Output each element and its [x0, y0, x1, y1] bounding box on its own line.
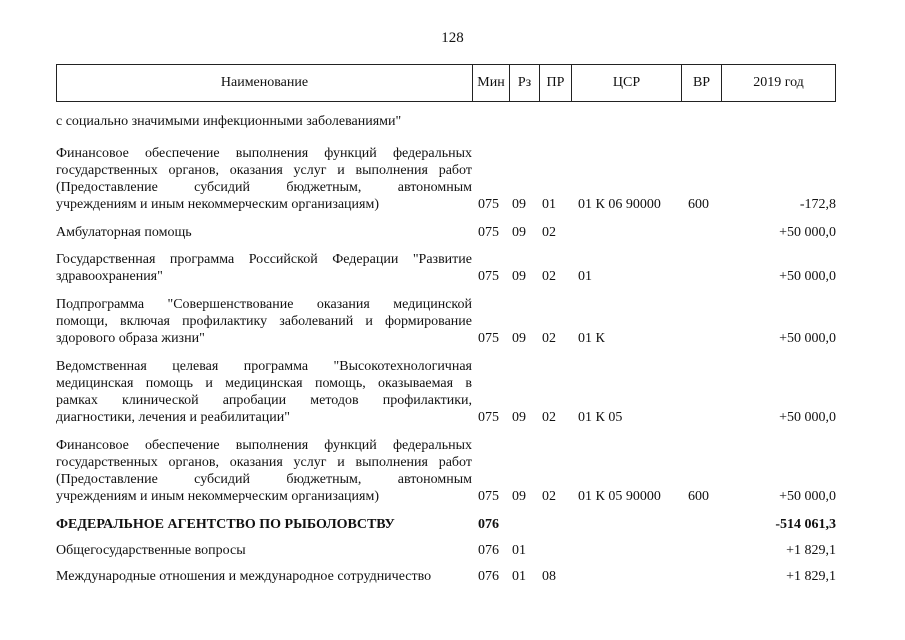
row-min: 075: [478, 331, 499, 346]
table-row: [56, 113, 836, 130]
row-min: 075: [478, 197, 499, 212]
row-name-line: учреждениям и иным некоммерческим организациям): [56, 489, 380, 504]
header-name: Наименование: [57, 65, 473, 102]
row-pr: 01: [542, 197, 556, 212]
row-name: [56, 224, 472, 241]
row-csr: 01 К: [578, 331, 605, 346]
row-name-line: Ведомственная целевая программа "Высокотехнологичная: [56, 359, 472, 374]
row-name: [56, 542, 472, 559]
page-number: 128: [441, 30, 464, 46]
row-name-line: ФЕДЕРАЛЬНОЕ АГЕНТСТВО ПО РЫБОЛОВСТВУ: [56, 517, 395, 532]
row-min: 075: [478, 489, 499, 504]
row-name-line: рамках клинической апробации методов профилактики,: [56, 393, 472, 408]
row-pr: 02: [542, 269, 556, 284]
row-vr: [678, 409, 728, 426]
row-name: [56, 568, 472, 585]
row-vr: [678, 542, 728, 559]
table-header: [56, 64, 836, 102]
row-rz: 09: [512, 197, 526, 212]
table-row: [56, 542, 836, 559]
row-vr: 600: [688, 197, 709, 212]
header-rz: Рз: [510, 65, 540, 102]
row-rz: 09: [512, 489, 526, 504]
row-pr: [538, 516, 574, 533]
row-name-line: Амбулаторная помощь: [56, 225, 192, 240]
row-value: +50 000,0: [779, 269, 836, 284]
header-csr: ЦСР: [572, 65, 682, 102]
table-row: [56, 224, 836, 241]
row-name: [56, 296, 472, 347]
row-value: [728, 113, 836, 130]
row-rz: 09: [512, 225, 526, 240]
row-min: 075: [478, 410, 499, 425]
row-pr: 02: [542, 225, 556, 240]
row-name-line: помощи, включая профилактику заболеваний и формирование: [56, 314, 472, 329]
row-min: 076: [478, 517, 499, 532]
row-value: +50 000,0: [779, 410, 836, 425]
row-min: 076: [478, 543, 499, 558]
row-csr: [574, 568, 678, 585]
row-name-line: (Предоставление субсидий бюджетным, автономным: [56, 472, 472, 487]
table-row: [56, 437, 836, 505]
row-csr: [574, 224, 678, 241]
row-vr: [678, 568, 728, 585]
row-min: 075: [478, 225, 499, 240]
row-value: -514 061,3: [775, 517, 836, 532]
row-vr: [678, 516, 728, 533]
row-csr: [574, 113, 678, 130]
row-name-line: Общегосударственные вопросы: [56, 543, 246, 558]
header-year: 2019 год: [722, 65, 836, 102]
row-vr: [678, 224, 728, 241]
row-vr: [678, 113, 728, 130]
row-name-line: (Предоставление субсидий бюджетным, автономным: [56, 180, 472, 195]
row-rz: 09: [512, 331, 526, 346]
row-csr: 01: [578, 269, 592, 284]
row-name-line: учреждениям и иным некоммерческим организациям): [56, 197, 380, 212]
row-name: [56, 145, 472, 213]
row-name-line: диагностики, лечения и реабилитации": [56, 410, 290, 425]
row-csr: 01 К 05 90000: [578, 489, 661, 504]
row-csr: [574, 516, 678, 533]
row-name: [56, 251, 472, 285]
table-body: [56, 103, 836, 585]
row-name-line: Финансовое обеспечение выполнения функций федеральных: [56, 146, 472, 161]
row-name: [56, 516, 472, 533]
header-min: Мин: [473, 65, 510, 102]
row-name-line: здравоохранения": [56, 269, 163, 284]
row-pr: 02: [542, 489, 556, 504]
row-pr: [538, 542, 574, 559]
header-vr: ВР: [682, 65, 722, 102]
row-name-line: Международные отношения и международное сотрудничество: [56, 569, 432, 584]
row-value: +50 000,0: [779, 331, 836, 346]
row-name-line: государственных органов, оказания услуг и выполнения работ: [56, 163, 472, 178]
row-rz: 01: [512, 543, 526, 558]
table-row: [56, 296, 836, 347]
row-value: +50 000,0: [779, 225, 836, 240]
row-min: 076: [478, 569, 499, 584]
header-pr: ПР: [540, 65, 572, 102]
row-pr: 02: [542, 331, 556, 346]
row-name-line: Государственная программа Российской Федерации "Развитие: [56, 252, 472, 267]
table-row: [56, 516, 836, 533]
row-rz: [508, 516, 538, 533]
row-name-line: государственных органов, оказания услуг и выполнения работ: [56, 455, 472, 470]
table-row: [56, 145, 836, 213]
row-value: +1 829,1: [786, 543, 836, 558]
row-min: [472, 113, 508, 130]
row-name-line: медицинская помощь и медицинская помощь, оказываемая в: [56, 376, 472, 391]
row-rz: 09: [512, 410, 526, 425]
row-name: [56, 358, 472, 426]
row-csr: [574, 542, 678, 559]
row-pr: 08: [542, 569, 556, 584]
row-vr: 600: [688, 489, 709, 504]
row-min: 075: [478, 269, 499, 284]
row-name-line: Финансовое обеспечение выполнения функций федеральных: [56, 438, 472, 453]
row-value: -172,8: [799, 197, 836, 212]
row-vr: [678, 268, 728, 285]
row-name-line: здорового образа жизни": [56, 331, 205, 346]
row-csr: 01 К 05: [578, 410, 623, 425]
row-csr: 01 К 06 90000: [578, 197, 661, 212]
row-vr: [678, 330, 728, 347]
row-value: +50 000,0: [779, 489, 836, 504]
row-name: [56, 437, 472, 505]
row-pr: 02: [542, 410, 556, 425]
row-value: +1 829,1: [786, 569, 836, 584]
row-name: [56, 113, 472, 130]
row-name-line: с социально значимыми инфекционными заболеваниями": [56, 114, 402, 129]
row-pr: [538, 113, 574, 130]
table-row: [56, 358, 836, 426]
table-row: [56, 568, 836, 585]
row-rz: [508, 113, 538, 130]
row-rz: 09: [512, 269, 526, 284]
row-rz: 01: [512, 569, 526, 584]
table-row: [56, 251, 836, 285]
row-name-line: Подпрограмма "Совершенствование оказания медицинской: [56, 297, 472, 312]
